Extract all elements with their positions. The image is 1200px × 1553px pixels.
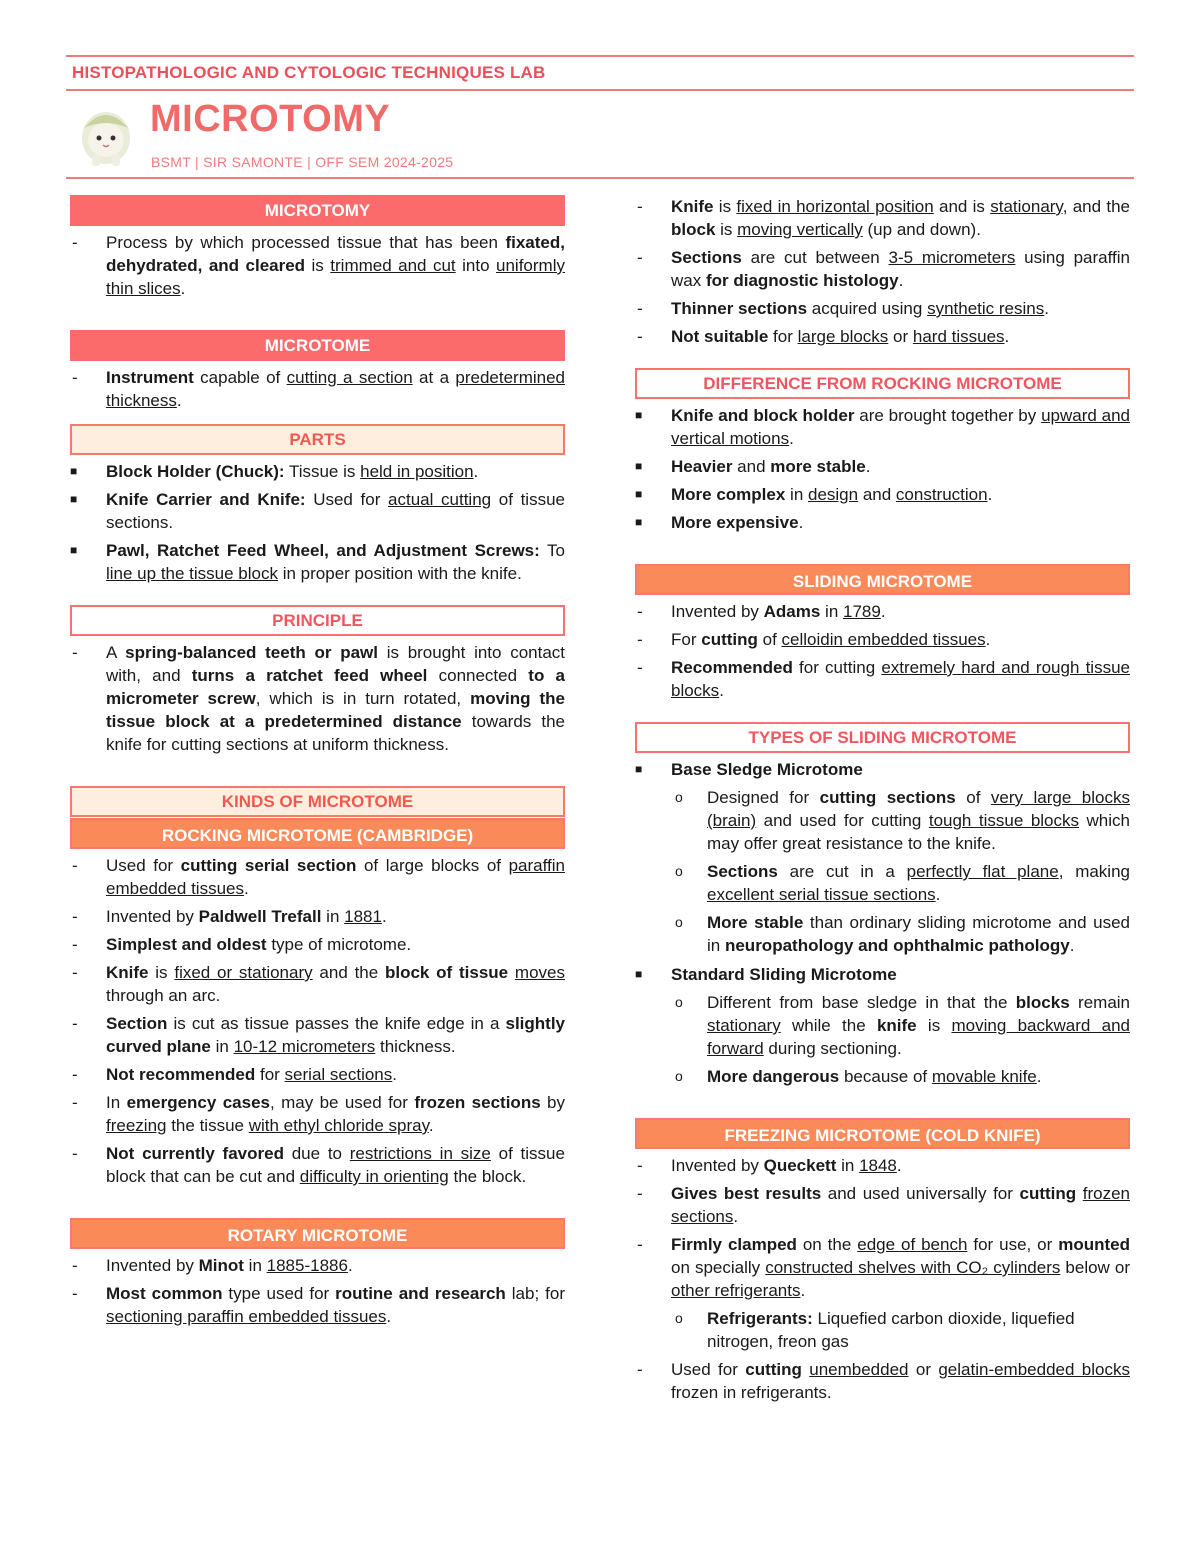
list-item: ■ Heavier and more stable. (635, 457, 871, 476)
section-header-microtomy: MICROTOMY (70, 195, 565, 226)
difference-list (635, 404, 1130, 534)
principle-list (70, 641, 565, 756)
list-item: - Firmly clamped on the edge of bench for use, or mounted on specially constructed shelves with CO₂ cylinders below or other refrigerants. (637, 1235, 1130, 1300)
list-item: - Instrument capable of cutting a section at a predetermined thickness. (72, 368, 565, 410)
list-item: o More dangerous because of movable knife. (675, 1067, 1042, 1086)
list-item: - Invented by Queckett in 1848. (637, 1156, 902, 1175)
refrigerant-sublist (671, 1307, 1130, 1353)
list-item: ■ Standard Sliding Microtome (635, 965, 897, 984)
list-item: - Used for cutting serial section of large blocks of paraffin embedded tissues. (72, 856, 565, 898)
list-item: ■ More expensive. (635, 513, 804, 532)
page-title: MICROTOMY (150, 98, 391, 140)
list-item: - Sections are cut between 3-5 micrometers using paraffin wax for diagnostic histology. (637, 248, 1130, 290)
list-item: o Sections are cut in a perfectly flat plane, making excellent serial tissue sections. (675, 862, 1130, 904)
left-column (70, 195, 565, 1328)
freezing-list-2 (635, 1358, 1130, 1404)
list-item: - For cutting of celloidin embedded tissues. (637, 630, 991, 649)
section-header-difference: DIFFERENCE FROM ROCKING MICROTOME (635, 368, 1130, 399)
right-column (635, 195, 1130, 1404)
parts-list (70, 460, 565, 585)
header-rule (66, 89, 1134, 91)
course-title: HISTOPATHOLOGIC AND CYTOLOGIC TECHNIQUES LAB (72, 63, 546, 82)
list-item: - Not suitable for large blocks or hard tissues. (637, 327, 1010, 346)
list-item: - Not recommended for serial sections. (72, 1065, 397, 1084)
microtome-list (70, 366, 565, 412)
cat-mascot-icon (70, 98, 142, 170)
list-item: - Gives best results and used universally for cutting frozen sections. (637, 1184, 1130, 1226)
list-item: - Section is cut as tissue passes the knife edge in a slightly curved plane in 10-12 micrometers thickness. (72, 1014, 565, 1056)
section-header-principle: PRINCIPLE (70, 605, 565, 636)
list-item: o Designed for cutting sections of very large blocks (brain) and used for cutting tough tissue blocks which may offer great resistance to the knife. (675, 788, 1130, 853)
types-sliding-list (635, 758, 1130, 781)
standard-sliding-sublist (671, 991, 1130, 1088)
list-item: o Refrigerants: Liquefied carbon dioxide, liquefied nitrogen, freon gas (675, 1309, 1075, 1351)
top-rule (66, 55, 1134, 57)
section-header-rotary: ROTARY MICROTOME (70, 1218, 565, 1249)
list-item: ■ More complex in design and construction. (635, 485, 993, 504)
list-item: - Used for cutting unembedded or gelatin-embedded blocks frozen in refrigerants. (637, 1360, 1130, 1402)
section-header-parts: PARTS (70, 424, 565, 455)
base-sledge-sublist (671, 786, 1130, 957)
list-item: - Invented by Minot in 1885-1886. (72, 1256, 353, 1275)
sliding-list (635, 600, 1130, 702)
list-item: - Recommended for cutting extremely hard and rough tissue blocks. (637, 658, 1130, 700)
page-subtitle: BSMT | SIR SAMONTE | OFF SEM 2024-2025 (151, 154, 454, 170)
list-item: ■ Base Sledge Microtome (635, 760, 863, 779)
list-item: - Process by which processed tissue that has been fixated, dehydrated, and cleared is trimmed and cut into uniformly thin slices. (72, 233, 565, 298)
title-rule (66, 177, 1134, 179)
list-item: - Invented by Paldwell Trefall in 1881. (72, 907, 387, 926)
rocking-list (70, 854, 565, 1188)
list-item: - Invented by Adams in 1789. (637, 602, 886, 621)
section-header-kinds: KINDS OF MICROTOME (70, 786, 565, 817)
freezing-list (635, 1154, 1130, 1302)
list-item: - Thinner sections acquired using synthetic resins. (637, 299, 1049, 318)
list-item: - Most common type used for routine and research lab; for sectioning paraffin embedded tissues. (72, 1284, 565, 1326)
list-item: - Not currently favored due to restrictions in size of tissue block that can be cut and difficulty in orienting the block. (72, 1144, 565, 1186)
list-item: ■ Pawl, Ratchet Feed Wheel, and Adjustment Screws: To line up the tissue block in proper position with the knife. (70, 541, 565, 583)
list-item: o Different from base sledge in that the blocks remain stationary while the knife is moving backward and forward during sectioning. (675, 993, 1131, 1058)
section-header-sliding: SLIDING MICROTOME (635, 564, 1130, 595)
list-item: - A spring-balanced teeth or pawl is brought into contact with, and turns a ratchet feed wheel connected to a micrometer screw, which is in turn rotated, moving the tissue block at a predetermined distance towards the knife for cutting sections at uniform thickness. (72, 643, 566, 754)
microtomy-list (70, 231, 565, 300)
section-header-types-sliding: TYPES OF SLIDING MICROTOME (635, 722, 1130, 753)
rotary-list-continued (635, 195, 1130, 348)
list-item: ■ Knife and block holder are brought together by upward and vertical motions. (635, 406, 1130, 448)
rotary-list (70, 1254, 565, 1328)
list-item: ■ Knife Carrier and Knife: Used for actual cutting of tissue sections. (70, 490, 565, 532)
list-item: - Simplest and oldest type of microtome. (72, 935, 412, 954)
section-header-freezing: FREEZING MICROTOME (COLD KNIFE) (635, 1118, 1130, 1149)
list-item: - Knife is fixed or stationary and the block of tissue moves through an arc. (72, 963, 565, 1005)
list-item: - Knife is fixed in horizontal position and is stationary, and the block is moving vertically (up and down). (637, 197, 1130, 239)
section-header-microtome: MICROTOME (70, 330, 565, 361)
list-item: o More stable than ordinary sliding microtome and used in neuropathology and ophthalmic pathology. (675, 913, 1130, 955)
types-sliding-list-2 (635, 963, 1130, 986)
list-item: ■ Block Holder (Chuck): Tissue is held in position. (70, 462, 479, 481)
section-header-rocking: ROCKING MICROTOME (CAMBRIDGE) (70, 818, 565, 849)
list-item: - In emergency cases, may be used for frozen sections by freezing the tissue with ethyl chloride spray. (72, 1093, 565, 1135)
